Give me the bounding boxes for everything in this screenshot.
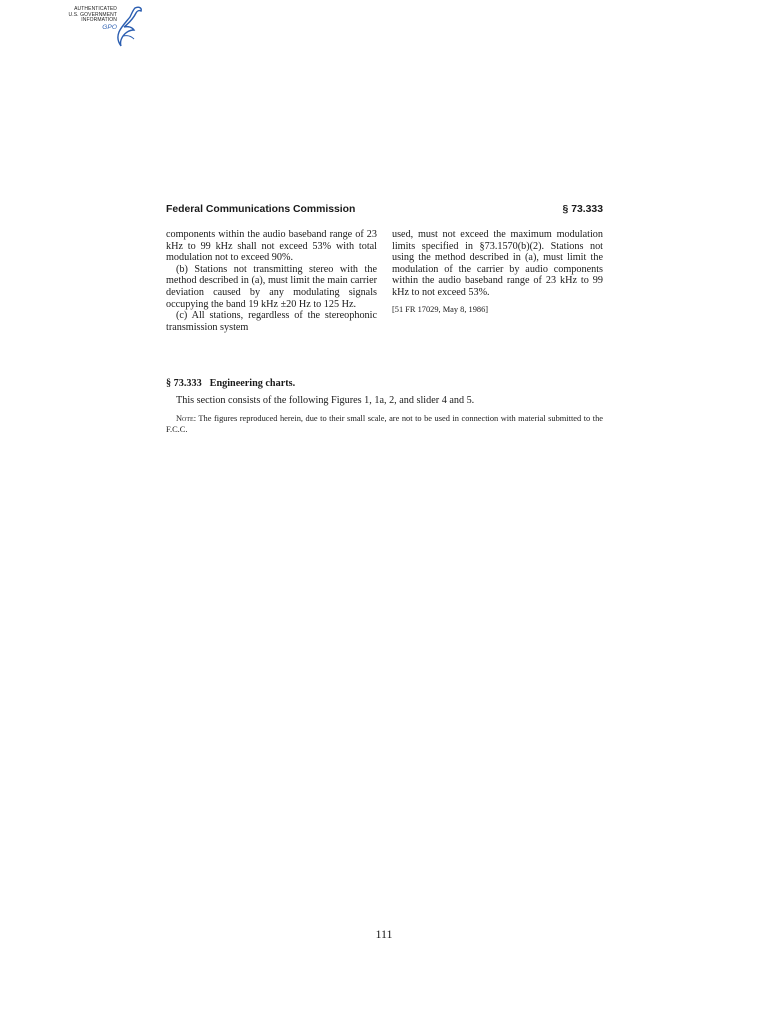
note — [166, 413, 603, 435]
right-paragraph-1: used, must not exceed the maximum modulation limits specified in §73.1570(b)(2). Stations not using the method described in (a), must limit the modulation of the carrier by audio components within the audio baseband range of 23 kHz to 99 kHz to not exceed 53%. — [392, 229, 603, 298]
logo-line-2: U.S. GOVERNMENT — [68, 11, 117, 18]
note-label: Note: — [176, 414, 197, 423]
eagle-icon — [115, 5, 143, 47]
left-paragraph-2: (b) Stations not transmitting stereo with the method described in (a), must limit the main carrier deviation caused by any modulating signals occupying the band 19 kHz ±20 Hz to 125 Hz. — [166, 263, 377, 310]
section-title: Engineering charts. — [209, 378, 296, 389]
header-agency: Federal Communications Commission — [166, 204, 356, 215]
gpo-authentication-logo — [55, 5, 143, 49]
section-heading — [166, 378, 603, 389]
logo-line-1: AUTHENTICATED — [74, 6, 117, 12]
section-number: § 73.333 — [166, 378, 202, 389]
section-body: This section consists of the following Figures 1, 1a, 2, and slider 4 and 5. — [176, 395, 475, 406]
running-header — [166, 204, 603, 215]
two-column-text — [166, 229, 603, 333]
left-column — [166, 229, 377, 333]
gpo-logo-text — [55, 7, 117, 30]
left-paragraph-1: components within the audio baseband range of 23 kHz to 99 kHz shall not exceed 53% with total modulation not to exceed 90%. — [166, 229, 377, 264]
note-text: The figures reproduced herein, due to their small scale, are not to be used in connection with material submitted to the F.C.C. — [166, 414, 603, 434]
header-section-number: § 73.333 — [562, 204, 603, 215]
right-column — [392, 229, 603, 333]
citation: [51 FR 17029, May 8, 1986] — [392, 304, 489, 314]
left-paragraph-3: (c) All stations, regardless of the stereophonic transmission system — [166, 310, 377, 333]
logo-gpo-mark: GPO — [102, 23, 117, 31]
page-number: 111 — [375, 927, 393, 941]
logo-line-3: INFORMATION — [81, 17, 117, 24]
